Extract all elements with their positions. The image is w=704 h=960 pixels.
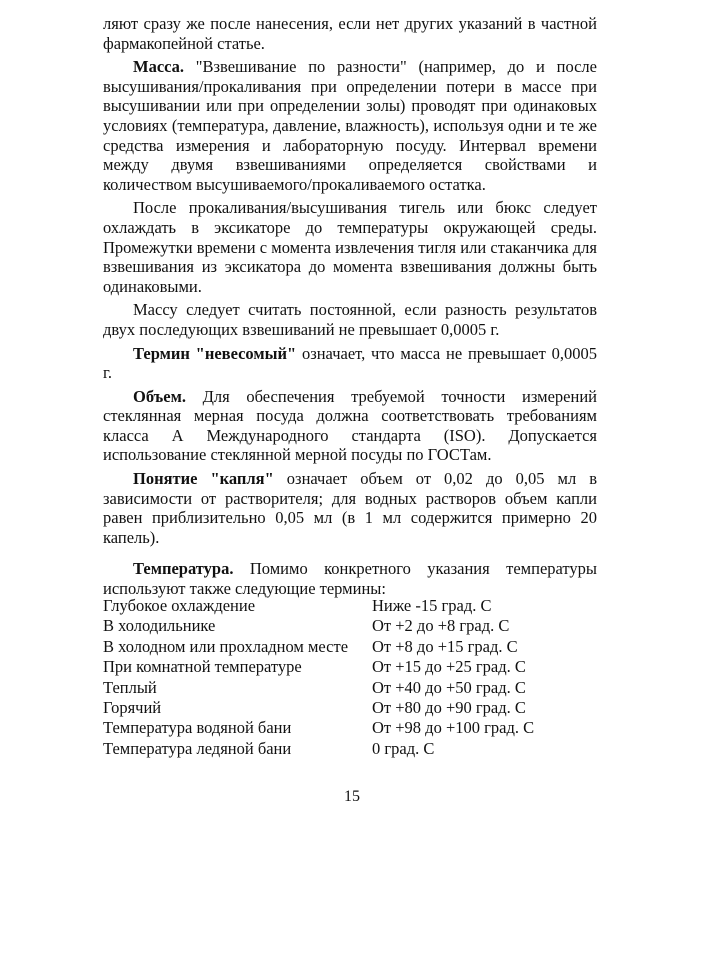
temperature-term-value: 0 град. С xyxy=(372,738,435,758)
temperature-term-name: Теплый xyxy=(103,677,157,697)
mass-term: Масса. xyxy=(133,57,185,77)
temperature-row xyxy=(103,739,597,759)
temperature-term-value: От +15 до +25 град. С xyxy=(372,657,526,677)
temperature-row xyxy=(103,657,597,677)
page-number: 15 xyxy=(344,788,360,805)
temperature-term-name: При комнатной температуре xyxy=(103,657,302,677)
drop-text: означает объем от 0,02 до 0,05 мл в зависимости от растворителя; для водных растворов объем капли равен приблизительно 0,05 мл (в 1 мл содержится примерно 20 капель). xyxy=(103,469,597,547)
temperature-text: Помимо конкретного указания температуры используют также следующие термины: xyxy=(103,559,597,599)
temperature-term-name: В холодном или прохладном месте xyxy=(103,636,349,656)
temperature-terms-table xyxy=(103,596,597,759)
temperature-term-value: От +80 до +90 град. С xyxy=(372,698,526,718)
weightless-text: означает, что масса не превышает 0,0005 г. xyxy=(103,343,597,383)
drop-paragraph xyxy=(103,469,597,547)
weightless-term: Термин "невесомый" xyxy=(133,343,297,363)
constant-mass-paragraph xyxy=(103,300,597,339)
weightless-paragraph xyxy=(103,344,597,383)
temperature-term-value: От +98 до +100 град. С xyxy=(372,718,535,738)
cooling-paragraph xyxy=(103,198,597,296)
volume-paragraph xyxy=(103,387,597,465)
temperature-paragraph xyxy=(103,559,597,598)
mass-paragraph xyxy=(103,57,597,194)
temperature-term: Температура. xyxy=(133,559,234,579)
temperature-term-value: От +8 до +15 град. С xyxy=(372,636,518,656)
temperature-term-value: От +40 до +50 град. С xyxy=(372,677,526,697)
temperature-term-name: Глубокое охлаждение xyxy=(103,596,256,615)
temperature-term-value: От +2 до +8 град. С xyxy=(372,616,510,636)
temperature-term-name: Температура водяной бани xyxy=(103,718,292,738)
temperature-term-value: Ниже -15 град. С xyxy=(372,596,492,615)
constant-mass-text: Массу следует считать постоянной, если разность результатов двух последующих взвешиваний не превышает 0,0005 г. xyxy=(103,300,597,339)
intro-paragraph xyxy=(103,14,597,53)
temperature-term-name: Температура ледяной бани xyxy=(103,738,292,758)
temperature-row xyxy=(103,718,597,738)
mass-text: "Взвешивание по разности" (например, до и после высушивания/прокаливания при определении потери в массе при высушивании или при определении золы) проводят при одинаковых условиях (температура, давление, влажность), используя одни и те же средства измерения и лабораторную посуду. Интервал времени между двумя взвешиваниями определяется свойствами и количеством высушиваемого/прокаливаемого остатка. xyxy=(103,57,597,194)
document-body xyxy=(103,14,597,599)
temperature-row xyxy=(103,616,597,636)
cooling-text: После прокаливания/высушивания тигель или бюкс следует охлаждать в эксикаторе до температуры окружающей среды. Промежутки времени с момента извлечения тигля или стаканчика для взвешивания из эксикатора до момента взвешивания должны быть одинаковыми. xyxy=(103,198,597,296)
drop-term: Понятие "капля" xyxy=(133,469,274,489)
temperature-term-name: Горячий xyxy=(103,698,162,718)
temperature-row xyxy=(103,596,597,616)
temperature-row xyxy=(103,678,597,698)
temperature-row xyxy=(103,637,597,657)
temperature-term-name: В холодильнике xyxy=(103,616,216,636)
volume-text: Для обеспечения требуемой точности измерений стеклянная мерная посуда должна соответствовать требованиям класса А Международного стандарта (ISO). Допускается использование стеклянной мерной посуды по ГОСТам. xyxy=(103,386,597,465)
temperature-row xyxy=(103,698,597,718)
intro-text: ляют сразу же после нанесения, если нет других указаний в частной фармакопейной статье. xyxy=(103,14,597,53)
volume-term: Объем. xyxy=(133,386,186,406)
